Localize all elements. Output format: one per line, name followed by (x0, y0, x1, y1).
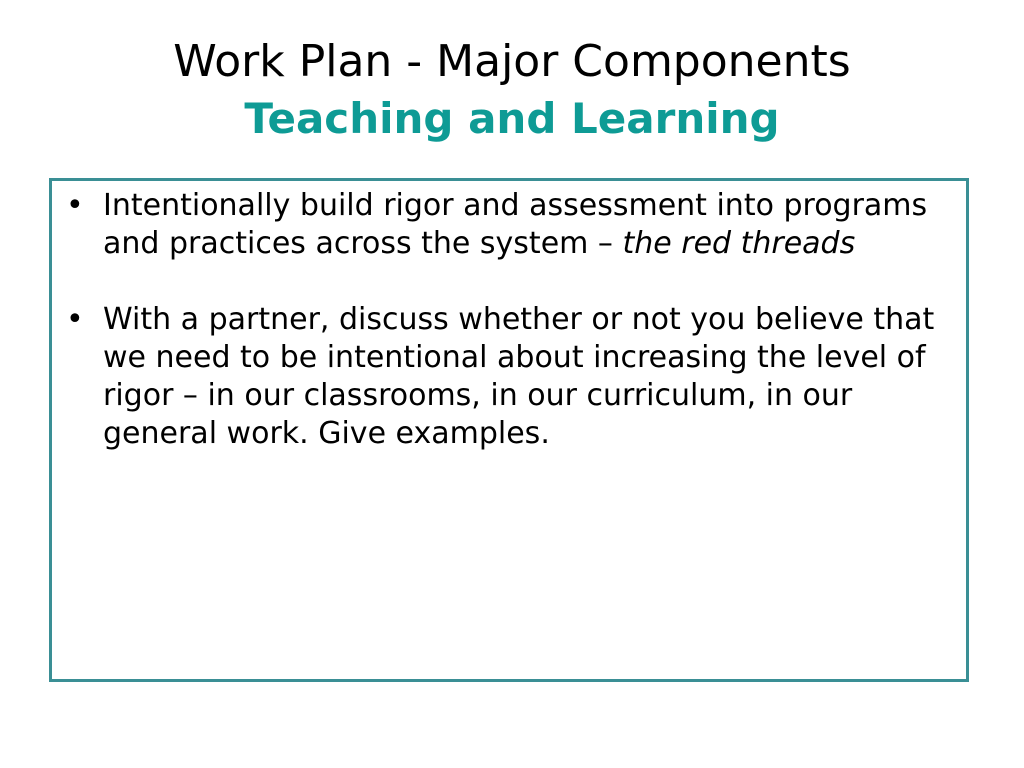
title-subtitle: Teaching and Learning (244, 94, 780, 143)
bullet-icon: • (66, 188, 84, 223)
content-box (49, 178, 969, 682)
bullet-emphasis: the red threads (622, 226, 856, 261)
bullet-list (62, 187, 942, 491)
bullet-text: With a partner, discuss whether or not you believe that we need to be intentional about increasing the level of rigor – in our classrooms, in our curriculum, in our general work. Give examples. (103, 302, 935, 451)
title-main: Work Plan - Major Components (173, 36, 851, 87)
bullet-item-discussion (62, 301, 942, 453)
slide-title (0, 34, 1024, 148)
bullet-item-rigor (62, 187, 942, 263)
bullet-icon: • (66, 302, 84, 337)
bullet-text: Intentionally build rigor and assessment into programs and practices across the system – (103, 188, 928, 261)
